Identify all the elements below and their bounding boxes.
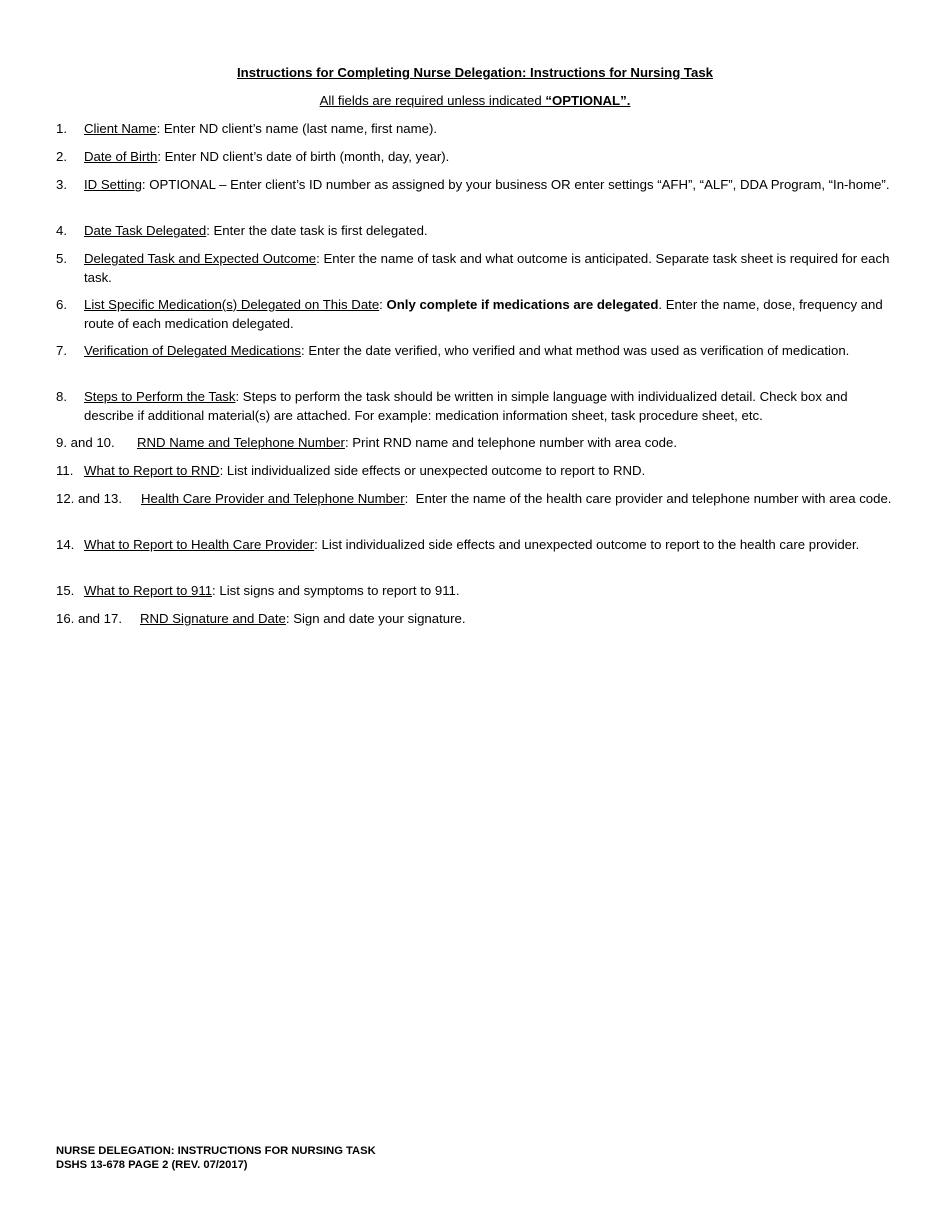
item-number: 9. and 10. [56,435,115,450]
item-label: Date of Birth [84,149,158,164]
item-label: Client Name [84,121,157,136]
instruction-item-5 [56,250,896,287]
item-label: RND Name and Telephone Number [137,435,345,450]
item-text-prefix: : [379,297,387,312]
instruction-item-11 [56,462,896,481]
instruction-item-6 [56,296,896,333]
item-label: ID Setting [84,177,142,192]
item-text: : Sign and date your signature. [285,611,466,626]
instruction-item-15 [56,582,896,601]
footer-form-title: NURSE DELEGATION: INSTRUCTIONS FOR NURSING TASK [56,1145,376,1157]
item-number: 8. [56,389,67,404]
item-label: Steps to Perform the Task [84,389,236,404]
item-number: 4. [56,223,67,238]
item-label: Delegated Task and Expected Outcome [84,251,317,266]
item-text: : Enter ND client’s date of birth (month, day, year). [157,149,450,164]
item-number: 15. [56,583,75,598]
item-number: 16. and 17. [56,611,122,626]
item-text: List individualized side effects and unexpected outcome to report to the health care provider. [321,537,860,552]
footer-form-number: DSHS 13-678 PAGE 2 (REV. 07/2017) [56,1159,248,1171]
item-text: : List individualized side effects or unexpected outcome to report to RND. [219,463,646,478]
instruction-item-9-10 [56,434,896,453]
instruction-item-8 [56,388,896,425]
item-label: What to Report to RND [84,463,220,478]
subtitle-text: All fields are required unless indicated [319,93,546,108]
item-label: What to Report to 911 [84,583,213,598]
item-text: : Enter the date verified, who verified and what method was used as verification of medication. [301,343,850,358]
item-text: : Steps to perform the task should be written in simple language with individualized detail. Check box and describe if additional material(s) are attached. For example: medication information sheet, task procedure sheet, etc. [84,389,848,423]
item-number: 6. [56,297,67,312]
item-number: 1. [56,121,67,136]
instruction-item-14 [56,536,896,555]
item-number: 3. [56,177,67,192]
item-label: Health Care Provider and Telephone Number [141,491,405,506]
instruction-item-1 [56,120,896,139]
item-text: : OPTIONAL – Enter client’s ID number as assigned by your business OR enter settings “AFH”, “ALF”, DDA Program, “In-home”. [141,177,890,192]
instruction-item-7 [56,342,896,361]
item-text-prefix: : [404,491,416,506]
item-text: : List signs and symptoms to report to 911. [212,583,460,598]
item-emphasis: Only complete if medications are delegated [386,297,659,312]
item-text: . Enter the name, dose, frequency and route of each medication delegated. [84,297,883,331]
instruction-item-3 [56,176,896,195]
form-footer [56,1144,376,1172]
item-number: 2. [56,149,67,164]
item-label: List Specific Medication(s) Delegated on This Date [84,297,380,312]
item-text: : Enter ND client’s name (last name, first name). [156,121,438,136]
item-number: 11. [56,463,74,478]
instruction-item-4 [56,222,896,241]
item-number: 7. [56,343,67,358]
subtitle-optional: “OPTIONAL”. [545,93,631,108]
item-text: : Print RND name and telephone number with area code. [344,435,678,450]
instruction-item-2 [56,148,896,167]
item-number: 12. and 13. [56,491,122,506]
item-label: Verification of Delegated Medications [84,343,301,358]
instruction-item-12-13 [56,490,896,509]
instruction-item-16-17 [56,610,896,629]
page-subtitle [0,92,950,111]
item-label: What to Report to Health Care Provider [84,537,315,552]
item-number: 14. [56,537,75,552]
item-text-prefix: : [314,537,322,552]
page-title: Instructions for Completing Nurse Delegation: Instructions for Nursing Task [236,65,713,80]
item-label: RND Signature and Date [140,611,286,626]
item-text: : Enter the date task is first delegated. [206,223,428,238]
item-text: : Enter the name of task and what outcome is anticipated. Separate task sheet is required for each task. [84,251,890,285]
item-text: Enter the name of the health care provider and telephone number with area code. [415,491,892,506]
item-number: 5. [56,251,67,266]
item-label: Date Task Delegated [84,223,207,238]
